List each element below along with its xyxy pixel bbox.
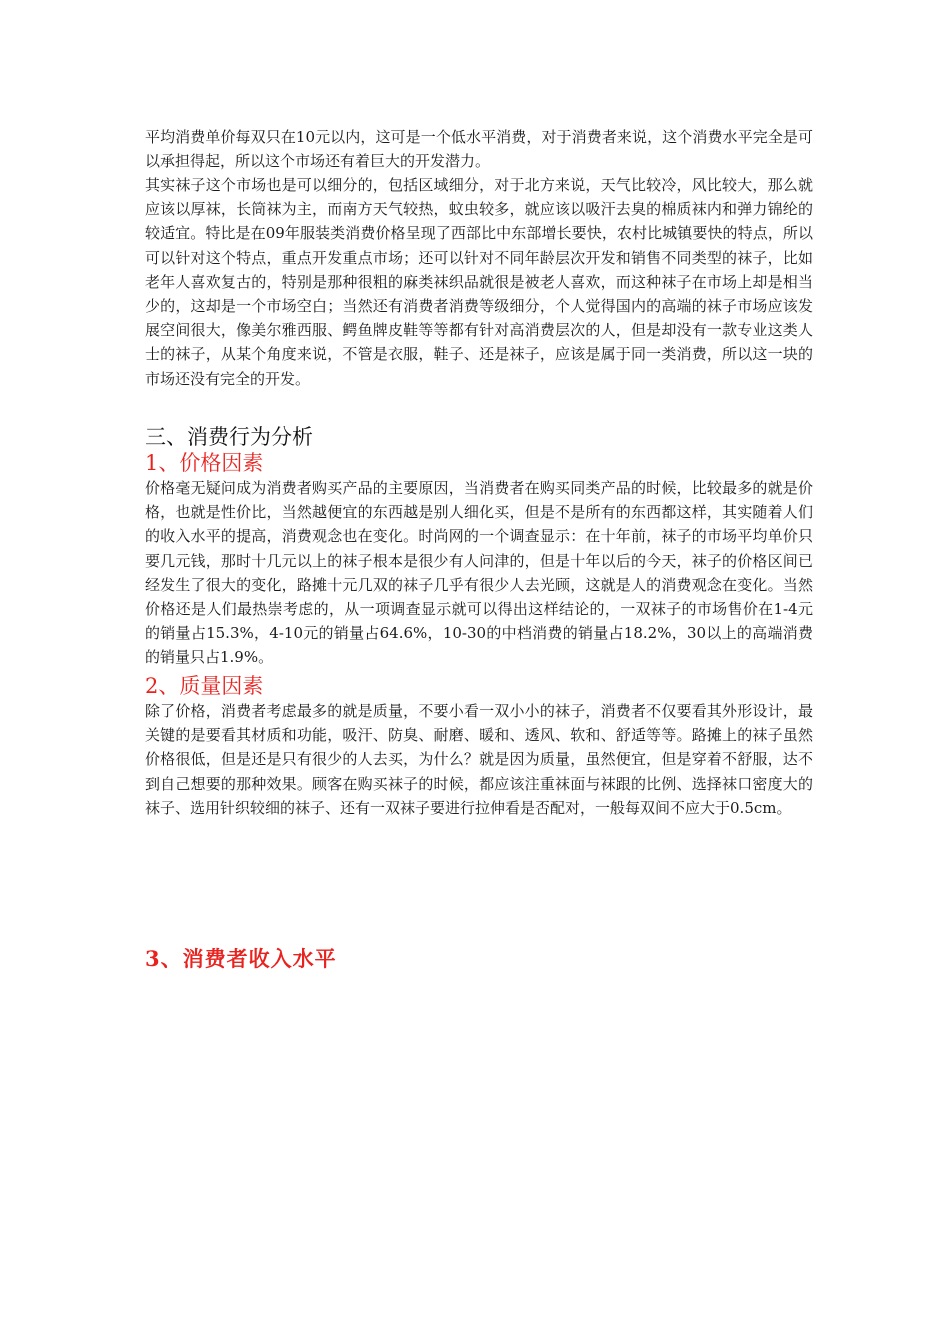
paragraph-market-segmentation: 其实袜子这个市场也是可以细分的，包括区域细分，对于北方来说，天气比较冷，风比较大，那么就应该以厚袜，长筒袜为主，而南方天气较热，蚊虫较多，就应该以吸汗去臭的棉质袜内和弹力锦纶的较适宜。特比是在09年服装类消费价格呈现了西部比中东部增长要快，农村比城镇要快的特点，所以可以针对这个特点，重点开发重点市场；还可以针对不同年龄层次开发和销售不同类型的袜子，比如老年人喜欢复古的，特别是那种很粗的麻类袜织品就很是被老人喜欢，而这种袜子在市场上却是相当少的，这却是一个市场空白；当然还有消费者消费等级细分，个人觉得国内的高端的袜子市场应该发展空间很大，像美尔雅西服、鳄鱼牌皮鞋等等都有针对高消费层次的人，但是却没有一款专业这类人士的袜子，从某个角度来说，不管是衣服，鞋子、还是袜子，应该是属于同一类消费，所以这一块的市场还没有完全的开发。 [145, 176, 813, 388]
subheading-income-level: 3、消费者收入水平 [145, 946, 337, 971]
subheading-quality-factor: 2、质量因素 [145, 674, 264, 698]
subheading-price-factor: 1、价格因素 [145, 451, 264, 475]
section-heading-consumer-behavior: 三、消费行为分析 [145, 425, 313, 449]
paragraph-quality-factor: 除了价格，消费者考虑最多的就是质量，不要小看一双小小的袜子，消费者不仅要看其外形设计，最关键的是要看其材质和功能，吸汗、防臭、耐磨、暖和、透风、软和、舒适等等。路摊上的袜子虽然价格很低，但是还是只有很少的人去买，为什么？就是因为质量，虽然便宜，但是穿着不舒服，达不到自己想要的那种效果。顾客在购买袜子的时候，都应该注重袜面与袜跟的比例、选择袜口密度大的袜子、选用针织较细的袜子、还有一双袜子要进行拉伸看是否配对，一般每双间不应大于0.5cm。 [145, 702, 813, 817]
paragraph-average-price: 平均消费单价每双只在10元以内，这可是一个低水平消费，对于消费者来说，这个消费水平完全是可以承担得起，所以这个市场还有着巨大的开发潜力。 [145, 128, 813, 171]
paragraph-price-factor: 价格毫无疑问成为消费者购买产品的主要原因，当消费者在购买同类产品的时候，比较最多的就是价格，也就是性价比，当然越便宜的东西越是别人细化买，但是不是所有的东西都这样，其实随着人们的收入水平的提高，消费观念也在变化。时尚网的一个调查显示：在十年前，袜子的市场平均单价只要几元钱，那时十几元以上的袜子根本是很少有人问津的，但是十年以后的今天，袜子的价格区间已经发生了很大的变化，路摊十元几双的袜子几乎有很少人去光顾，这就是人的消费观念在变化。当然价格还是人们最热崇考虑的，从一项调查显示就可以得出这样结论的，一双袜子的市场售价在1-4元的销量占15.3%，4-10元的销量占64.6%，10-30的中档消费的销量占18.2%，30以上的高端消费的销量只占1.9%。 [145, 479, 813, 667]
